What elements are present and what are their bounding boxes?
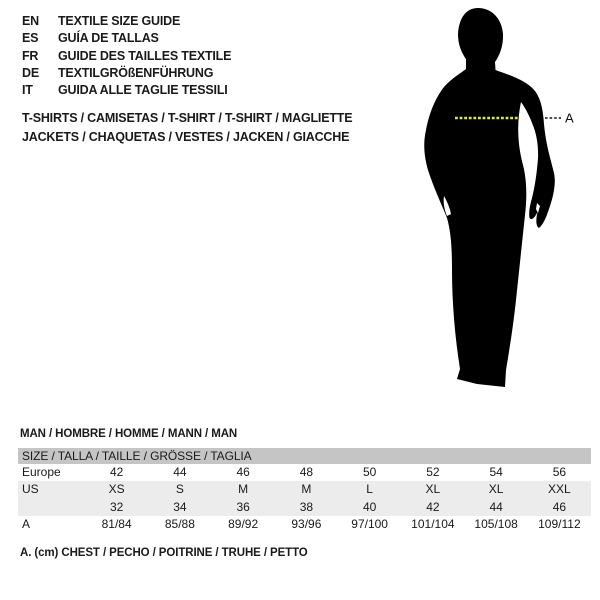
cell: 54 [489, 465, 503, 479]
cell: 32 [109, 499, 124, 514]
language-row [22, 48, 231, 65]
language-text: GUIDA ALLE TAGLIE TESSILI [58, 83, 228, 98]
cell: M [301, 482, 312, 497]
cell: 109/112 [538, 517, 581, 532]
cell: 44 [489, 499, 503, 514]
cell: 38 [299, 499, 314, 514]
cell: 101/104 [411, 517, 455, 532]
language-row [22, 30, 231, 47]
cell: 50 [362, 465, 377, 479]
language-text: GUÍA DE TALLAS [58, 31, 159, 46]
row-label: A [22, 517, 31, 532]
cell: 52 [426, 465, 440, 479]
language-text: GUIDE DES TAILLES TEXTILE [58, 48, 232, 63]
cell: XL [425, 482, 441, 497]
language-code: ES [22, 31, 39, 46]
cell: XXL [548, 482, 571, 497]
language-code: FR [22, 48, 39, 63]
row-label: Europe [22, 465, 61, 479]
table-row-us-numeric [18, 499, 591, 516]
cell: 89/92 [228, 517, 259, 532]
language-list [22, 13, 231, 99]
row-label [18, 499, 85, 516]
cell: 93/96 [291, 517, 322, 532]
cell: S [175, 482, 184, 497]
cell: 105/108 [474, 517, 518, 532]
cell: 36 [236, 499, 250, 514]
language-text: TEXTILGRÖßENFÜHRUNG [58, 65, 214, 80]
cell: XS [108, 482, 125, 497]
section-title-man: MAN / HOMBRE / HOMME / MANN / MAN [20, 428, 238, 440]
cell: 34 [173, 499, 187, 514]
cell: 56 [552, 465, 567, 479]
cell: 46 [552, 499, 567, 514]
size-table [18, 448, 591, 534]
cell: 44 [173, 465, 187, 479]
cell: 48 [299, 465, 314, 479]
row-label: US [22, 482, 39, 497]
table-row-us [18, 481, 591, 498]
language-code: IT [22, 83, 33, 98]
language-text: TEXTILE SIZE GUIDE [58, 14, 181, 28]
garment-categories [22, 109, 352, 147]
cell: 81/84 [101, 517, 132, 532]
cell: 46 [236, 465, 250, 479]
cell: L [366, 482, 373, 497]
table-row-chest [18, 516, 591, 533]
language-row [22, 13, 231, 30]
cell: 42 [426, 499, 440, 514]
language-row [22, 82, 231, 99]
table-row-europe [18, 464, 591, 481]
language-code: DE [22, 65, 39, 80]
measure-footnote: A. (cm) CHEST / PECHO / POITRINE / TRUHE / PETTO [20, 547, 308, 559]
size-table-header: SIZE / TALLA / TAILLE / GRÖSSE / TAGLIA [18, 448, 591, 464]
cell: M [238, 482, 249, 497]
cell: 85/88 [164, 517, 195, 532]
cell: 40 [362, 499, 377, 514]
category-tshirts: T-SHIRTS / CAMISETAS / T-SHIRT / T-SHIRT / MAGLIETTE [22, 111, 353, 125]
cell: 97/100 [351, 517, 388, 532]
language-row [22, 65, 231, 82]
cell: 42 [109, 465, 124, 479]
category-jackets: JACKETS / CHAQUETAS / VESTES / JACKEN / GIACCHE [22, 130, 350, 144]
cell: XL [488, 482, 504, 497]
language-code: EN [22, 14, 39, 28]
man-silhouette [400, 0, 600, 400]
measure-label-a: A [565, 110, 574, 126]
